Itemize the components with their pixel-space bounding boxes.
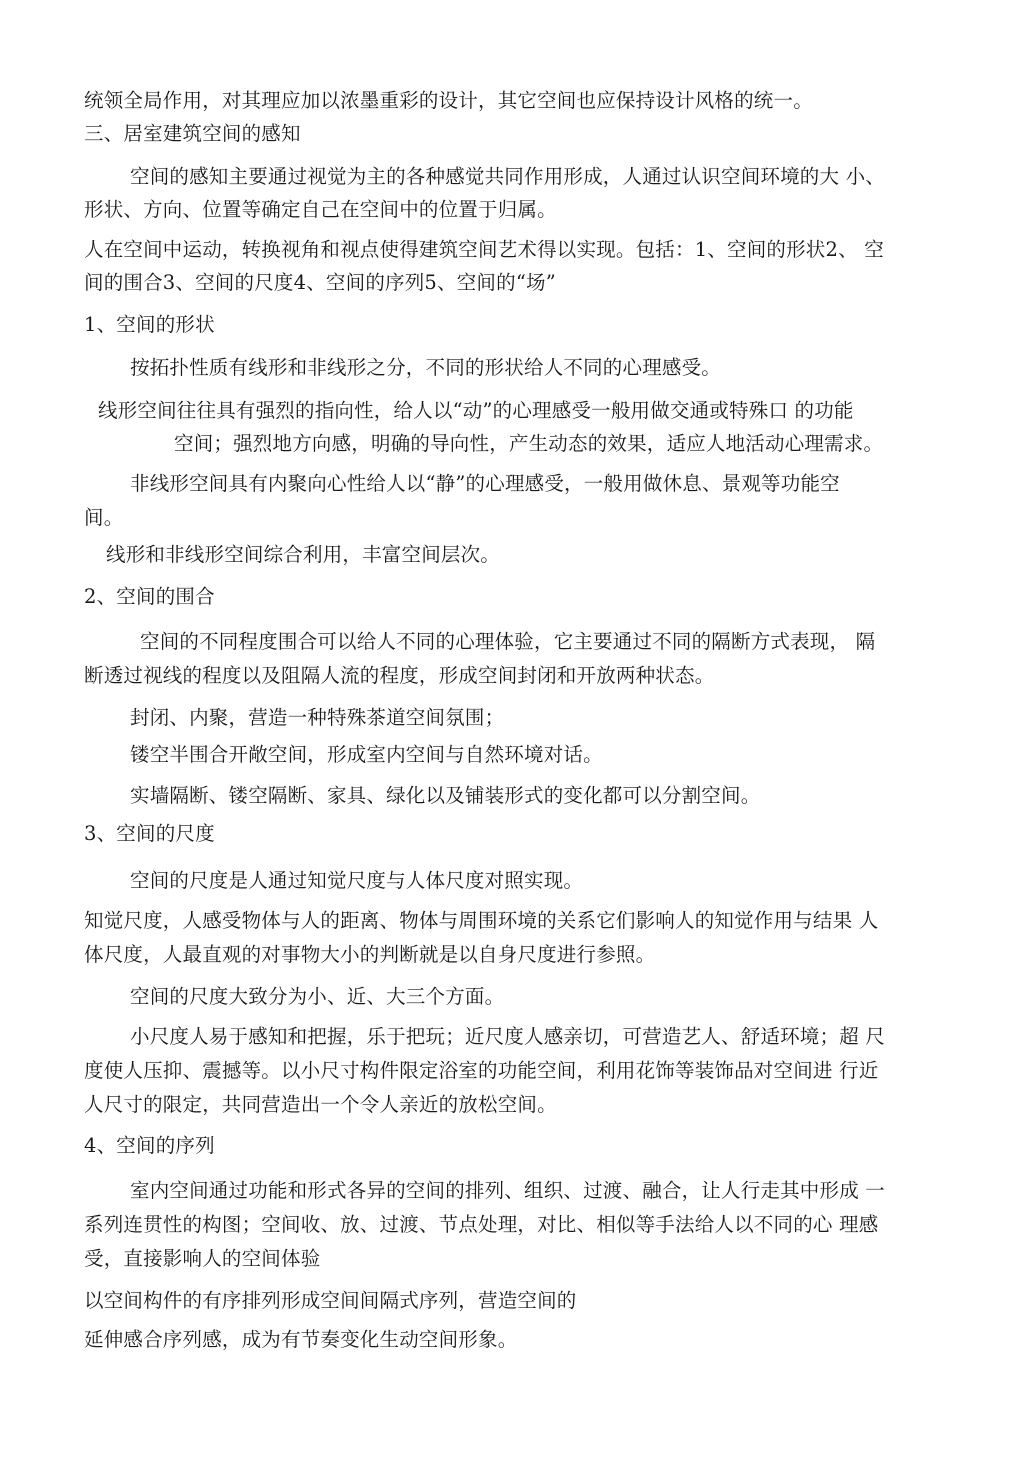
text-line: 度使人压抑、震撼等。以小尺寸构件限定浴室的功能空间，利用花饰等装饰品对空间进 行近 [84,1059,879,1082]
text-line: 延伸感合序列感，成为有节奏变化生动空间形象。 [84,1328,518,1351]
text-line: 小尺度人易于感知和把握，乐于把玩；近尺度人感亲切，可营造艺人、舒适环境；超 尺 [130,1025,885,1048]
text-line: 线形和非线形空间综合利用，丰富空间层次。 [106,543,501,566]
text-line: 间的围合3、空间的尺度4、空间的序列5、空间的“场” [84,271,556,294]
text-line: 按拓扑性质有线形和非线形之分，不同的形状给人不同的心理感受。 [130,356,722,379]
text-line: 空间的不同程度围合可以给人不同的心理体验，它主要通过不同的隔断方式表现， 隔 [140,630,876,653]
subsection-heading: 2、空间的围合 [84,585,215,608]
text-line: 知觉尺度，人感受物体与人的距离、物体与周围环境的关系它们影响人的知觉作用与结果 人 [84,909,879,932]
text-line: 断透过视线的程度以及阻隔人流的程度，形成空间封闭和开放两种状态。 [84,664,715,687]
text-line: 室内空间通过功能和形式各异的空间的排列、组织、过渡、融合，让人行走其中形成 一 [130,1179,885,1202]
text-line: 受，直接影响人的空间体验 [84,1247,321,1270]
text-line: 空间的尺度是人通过知觉尺度与人体尺度对照实现。 [130,869,584,892]
text-line: 以空间构件的有序排列形成空间间隔式序列，营造空间的 [84,1289,577,1312]
text-line: 形状、方向、位置等确定自己在空间中的位置于归属。 [84,198,557,221]
text-line: 封闭、内聚，营造一种特殊茶道空间氛围； [130,706,505,729]
text-line: 间。 [84,506,124,529]
subsection-heading: 4、空间的序列 [84,1134,215,1157]
text-line: 人尺寸的限定，共同营造出一个令人亲近的放松空间。 [84,1093,557,1116]
section-heading: 三、居室建筑空间的感知 [84,122,301,145]
text-line: 空间；强烈地方向感，明确的导向性，产生动态的效果，适应人地活动心理需求。 [174,432,884,455]
text-line: 人在空间中运动，转换视角和视点使得建筑空间艺术得以实现。包括：1、空间的形状2、 空 [84,238,884,261]
text-line: 空间的尺度大致分为小、近、大三个方面。 [130,985,505,1008]
text-line: 统领全局作用，对其理应加以浓墨重彩的设计，其它空间也应保持设计风格的统一。 [84,89,813,112]
text-line: 镂空半围合开敞空间，形成室内空间与自然环境对话。 [130,743,603,766]
subsection-heading: 1、空间的形状 [84,313,215,336]
text-line: 线形空间往往具有强烈的指向性，给人以“动”的心理感受一般用做交通或特殊口 的功能 [98,399,854,422]
text-line: 空间的感知主要通过视觉为主的各种感觉共同作用形成，人通过认识空间环境的大 小、 [130,165,885,188]
text-line: 非线形空间具有内聚向心性给人以“静”的心理感受，一般用做休息、景观等功能空 [130,472,840,495]
text-line: 实墙隔断、镂空隔断、家具、绿化以及铺装形式的变化都可以分割空间。 [130,784,761,807]
text-line: 体尺度，人最直观的对事物大小的判断就是以自身尺度进行参照。 [84,943,656,966]
text-line: 系列连贯性的构图；空间收、放、过渡、节点处理，对比、相似等手法给人以不同的心 理感 [84,1213,879,1236]
subsection-heading: 3、空间的尺度 [84,822,215,845]
